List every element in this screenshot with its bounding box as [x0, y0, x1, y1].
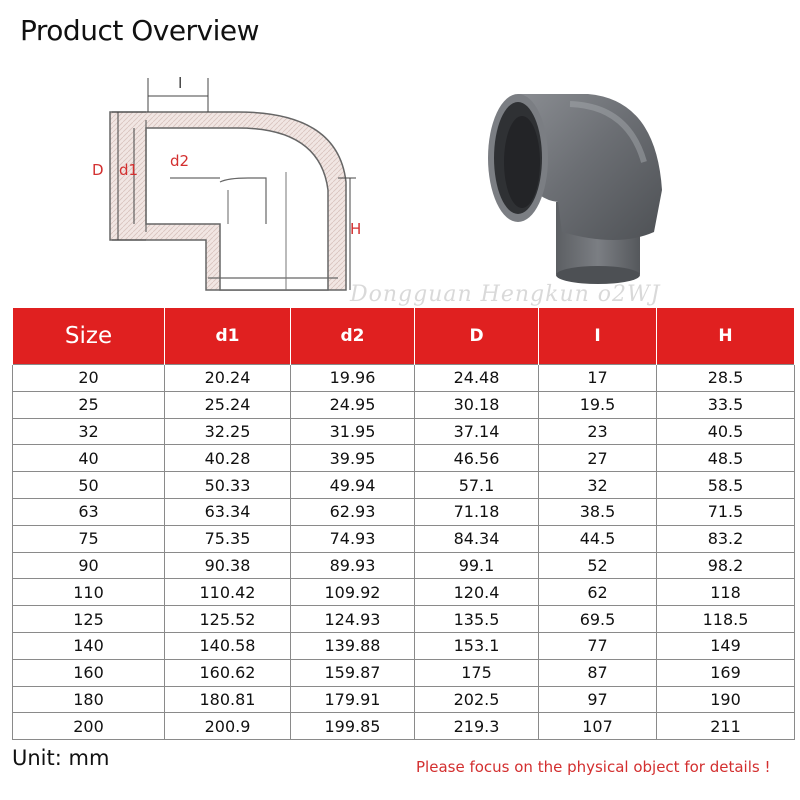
- table-cell: 32: [539, 472, 657, 499]
- table-cell: 219.3: [415, 713, 539, 740]
- table-cell: 90.38: [165, 552, 291, 579]
- table-cell: 211: [657, 713, 795, 740]
- table-cell: 69.5: [539, 606, 657, 633]
- table-cell: 84.34: [415, 525, 539, 552]
- dim-label-h: H: [350, 220, 362, 238]
- table-cell: 40.28: [165, 445, 291, 472]
- table-cell: 57.1: [415, 472, 539, 499]
- table-row: [13, 579, 795, 606]
- table-cell: 24.48: [415, 365, 539, 392]
- table-cell: 180: [13, 686, 165, 713]
- table-cell: 25.24: [165, 391, 291, 418]
- table-cell: 37.14: [415, 418, 539, 445]
- table-cell: 32.25: [165, 418, 291, 445]
- table-cell: 135.5: [415, 606, 539, 633]
- table-cell: 125: [13, 606, 165, 633]
- table-cell: 160: [13, 659, 165, 686]
- table-cell: 97: [539, 686, 657, 713]
- table-cell: 62: [539, 579, 657, 606]
- table-cell: 28.5: [657, 365, 795, 392]
- table-cell: 71.18: [415, 498, 539, 525]
- table-cell: 199.85: [291, 713, 415, 740]
- table-cell: 63.34: [165, 498, 291, 525]
- table-cell: 63: [13, 498, 165, 525]
- table-cell: 71.5: [657, 498, 795, 525]
- table-cell: 46.56: [415, 445, 539, 472]
- table-row: [13, 713, 795, 740]
- table-row: [13, 445, 795, 472]
- dim-label-d1: d1: [119, 161, 139, 179]
- table-cell: 32: [13, 418, 165, 445]
- table-row: [13, 472, 795, 499]
- table-cell: 23: [539, 418, 657, 445]
- col-header-outer-d: D: [415, 308, 539, 365]
- dim-label-d2: d2: [170, 152, 190, 170]
- table-cell: 200.9: [165, 713, 291, 740]
- table-cell: 160.62: [165, 659, 291, 686]
- table-cell: 120.4: [415, 579, 539, 606]
- pvc-elbow-photo: [478, 82, 688, 287]
- table-cell: 77: [539, 632, 657, 659]
- table-cell: 179.91: [291, 686, 415, 713]
- col-header-d2: d2: [291, 308, 415, 365]
- table-row: [13, 525, 795, 552]
- table-row: [13, 391, 795, 418]
- col-header-i: I: [539, 308, 657, 365]
- dim-label-i: I: [178, 74, 183, 92]
- table-cell: 175: [415, 659, 539, 686]
- table-cell: 140: [13, 632, 165, 659]
- table-cell: 31.95: [291, 418, 415, 445]
- table-cell: 110.42: [165, 579, 291, 606]
- col-header-size: Size: [13, 308, 165, 365]
- table-row: [13, 659, 795, 686]
- col-header-d1: d1: [165, 308, 291, 365]
- table-row: [13, 365, 795, 392]
- table-cell: 83.2: [657, 525, 795, 552]
- table-cell: 139.88: [291, 632, 415, 659]
- table-cell: 118: [657, 579, 795, 606]
- table-cell: 40: [13, 445, 165, 472]
- table-cell: 38.5: [539, 498, 657, 525]
- table-cell: 39.95: [291, 445, 415, 472]
- table-cell: 19.5: [539, 391, 657, 418]
- table-cell: 98.2: [657, 552, 795, 579]
- table-cell: 20.24: [165, 365, 291, 392]
- spec-table: [12, 308, 795, 740]
- table-cell: 107: [539, 713, 657, 740]
- table-row: [13, 552, 795, 579]
- col-header-h: H: [657, 308, 795, 365]
- table-row: [13, 686, 795, 713]
- unit-label: Unit: mm: [12, 746, 110, 770]
- table-cell: 49.94: [291, 472, 415, 499]
- table-cell: 20: [13, 365, 165, 392]
- table-row: [13, 632, 795, 659]
- table-cell: 90: [13, 552, 165, 579]
- table-cell: 30.18: [415, 391, 539, 418]
- table-cell: 87: [539, 659, 657, 686]
- table-cell: 25: [13, 391, 165, 418]
- table-cell: 52: [539, 552, 657, 579]
- table-cell: 89.93: [291, 552, 415, 579]
- table-cell: 169: [657, 659, 795, 686]
- table-cell: 180.81: [165, 686, 291, 713]
- table-cell: 75.35: [165, 525, 291, 552]
- table-cell: 48.5: [657, 445, 795, 472]
- table-cell: 50.33: [165, 472, 291, 499]
- table-cell: 190: [657, 686, 795, 713]
- table-cell: 75: [13, 525, 165, 552]
- table-cell: 110: [13, 579, 165, 606]
- table-cell: 125.52: [165, 606, 291, 633]
- table-row: [13, 418, 795, 445]
- table-cell: 27: [539, 445, 657, 472]
- elbow-cross-section-diagram: [88, 72, 378, 297]
- table-cell: 140.58: [165, 632, 291, 659]
- table-cell: 58.5: [657, 472, 795, 499]
- table-cell: 200: [13, 713, 165, 740]
- table-cell: 17: [539, 365, 657, 392]
- table-cell: 62.93: [291, 498, 415, 525]
- table-cell: 19.96: [291, 365, 415, 392]
- table-cell: 109.92: [291, 579, 415, 606]
- table-cell: 124.93: [291, 606, 415, 633]
- table-cell: 149: [657, 632, 795, 659]
- dim-label-d: D: [92, 161, 104, 179]
- table-cell: 44.5: [539, 525, 657, 552]
- table-row: [13, 498, 795, 525]
- table-cell: 202.5: [415, 686, 539, 713]
- disclaimer-note: Please focus on the physical object for details !: [416, 758, 771, 776]
- table-cell: 159.87: [291, 659, 415, 686]
- table-cell: 118.5: [657, 606, 795, 633]
- table-cell: 24.95: [291, 391, 415, 418]
- page-title: Product Overview: [20, 14, 260, 47]
- table-cell: 33.5: [657, 391, 795, 418]
- table-header-row: [13, 308, 795, 365]
- table-row: [13, 606, 795, 633]
- watermark: Dongguan Hengkun o2WJ: [350, 282, 661, 307]
- table-cell: 50: [13, 472, 165, 499]
- table-cell: 74.93: [291, 525, 415, 552]
- table-cell: 99.1: [415, 552, 539, 579]
- table-cell: 40.5: [657, 418, 795, 445]
- table-cell: 153.1: [415, 632, 539, 659]
